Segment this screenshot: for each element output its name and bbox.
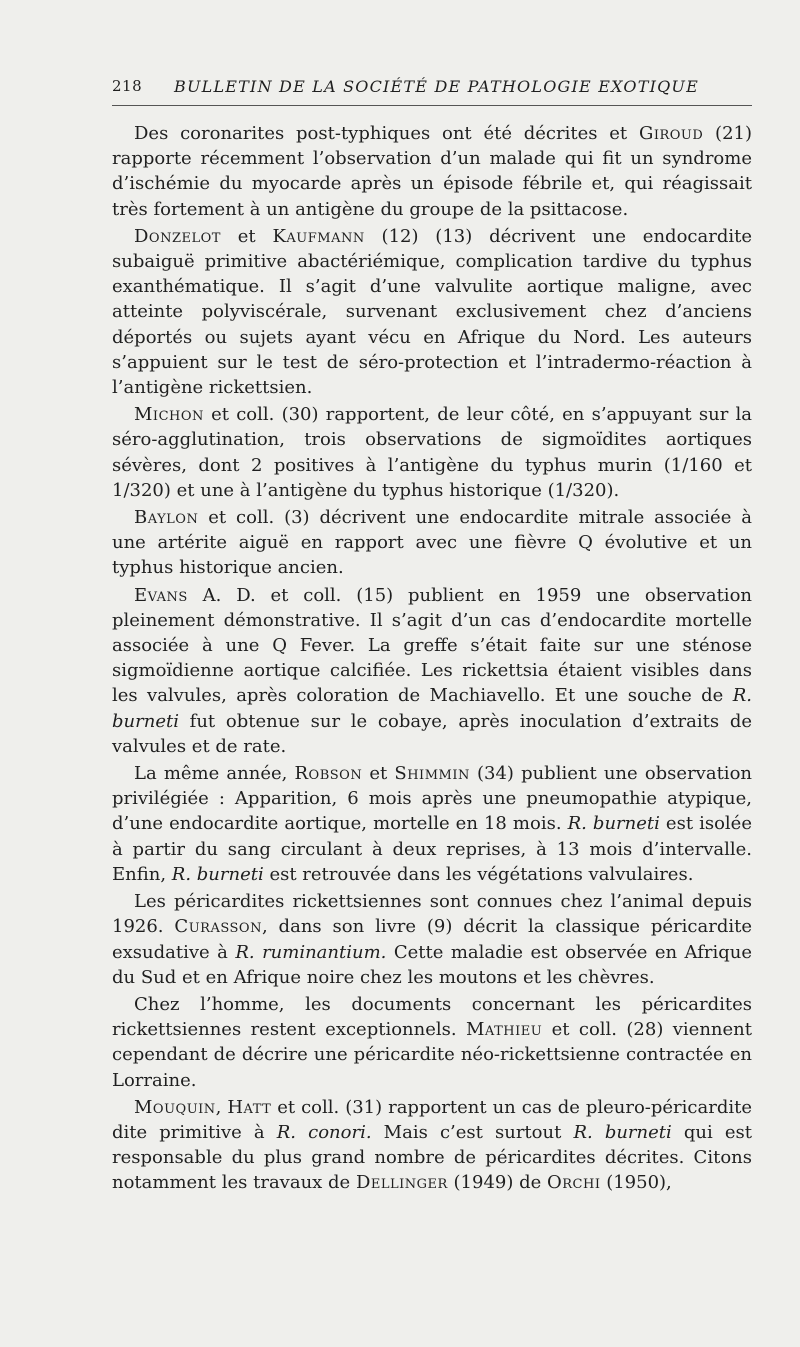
author-name: Curasson [174,916,262,938]
author-name: Shimmin [394,763,470,785]
author-name: Mouquin [134,1096,216,1118]
author-name: Hatt [227,1096,272,1118]
species-name: R. burneti [567,813,660,835]
running-title: BULLETIN DE LA SOCIÉTÉ DE PATHOLOGIE EXOTIQUE [174,77,699,96]
author-name: Baylon [134,507,199,529]
paragraph-michon: Michon et coll. (30) rapportent, de leur côté, en s’appuyant sur la séro-agglutination, trois observations de sigmoïdites aortiques sévères, dont 2 positives à l’antigène du typhus murin (1/160 et 1/320) et une à l’antigène du typhus historique (1/320). [112,404,752,501]
author-name: Robson [294,763,363,785]
author-name: Orchi [547,1172,601,1194]
paragraph-mouquin: Mouquin, Hatt et coll. (31) rapportent un cas de pleuro-péricardite dite primitive à R. conori. Mais c’est surtout R. burneti qui est responsable du plus grand nombre de péricardites décrites. Citons notamment les travaux de Dellinger (1949) de Orchi (1950), [112,1096,752,1194]
page-header [112,77,752,101]
body-text [112,121,752,1198]
paragraph-giroud: Des coronarites post-typhiques ont été décrites et Giroud (21) rapporte récemment l’observation d’un malade qui fit un syndrome d’ischémie du myocarde après un épisode fébrile et, qui réagissait très fortement à un antigène du groupe de la psittacose. [112,123,753,220]
species-name: R. burneti [112,685,752,732]
page-number: 218 [112,77,143,95]
paragraph-curasson: Les péricardites rickettsiennes sont connues chez l’animal depuis 1926. Curasson, dans son livre (9) décrit la classique péricardite exsudative à R. ruminantium. Cette maladie est observée en Afrique du Sud et en Afrique noire chez les moutons et les chèvres. [112,891,753,988]
species-name: R. burneti [171,863,264,885]
species-name: R. conori. [276,1121,372,1143]
species-name: R. ruminantium. [235,941,387,963]
paragraph-mathieu: Chez l’homme, les documents concernant les péricardites rickettsiennes restent exceptionnels. Mathieu et coll. (28) viennent cependant de décrire une péricardite néo-rickettsienne contractée en Lorraine. [112,993,752,1091]
author-name: Kaufmann [272,225,365,247]
paragraph-baylon: Baylon et coll. (3) décrivent une endocardite mitrale associée à une artérite aiguë en rapport avec une fièvre Q évolutive et un typhus historique ancien. [112,507,752,579]
paragraph-robson: La même année, Robson et Shimmin (34) publient une observation privilégiée : Apparition, 6 mois après une pneumopathie atypique, d’une endocardite aortique, mortelle en 18 mois. R. burneti est isolée à partir du sang circulant à deux reprises, à 13 mois d’intervalle. Enfin, R. burneti est retrouvée dans les végétations valvulaires. [112,763,752,885]
species-name: R. burneti [573,1121,672,1143]
author-name: Dellinger [355,1172,448,1194]
author-name: Giroud [638,123,704,144]
header-rule [112,105,752,106]
author-name: Mathieu [466,1019,543,1041]
paragraph-evans: Evans A. D. et coll. (15) publient en 1959 une observation pleinement démonstrative. Il s’agit d’un cas d’endocardite mortelle associée à une Q Fever. La greffe s’était faite sur une sténose sigmoïdienne aortique calcifiée. Les rickettsia étaient visibles dans les valvules, après coloration de Machiavello. Et une souche de R. burneti fut obtenue sur le cobaye, après inoculation d’extraits de valvules et de rate. [112,584,752,757]
paragraph-donzelot: Donzelot et Kaufmann (12) (13) décrivent une endocardite subaiguë primitive abactériémique, complication tardive du typhus exanthématique. Il s’agit d’une valvulite aortique maligne, avec atteinte polyviscérale, survenant exclusivement chez d’anciens déportés ou sujets ayant vécu en Afrique du Nord. Les auteurs s’appuient sur le test de séro-protection et l’intradermo-réaction à l’antigène rickettsien. [112,225,752,399]
author-name: Evans [134,584,188,606]
author-name: Michon [134,404,204,426]
author-name: Donzelot [134,225,221,247]
